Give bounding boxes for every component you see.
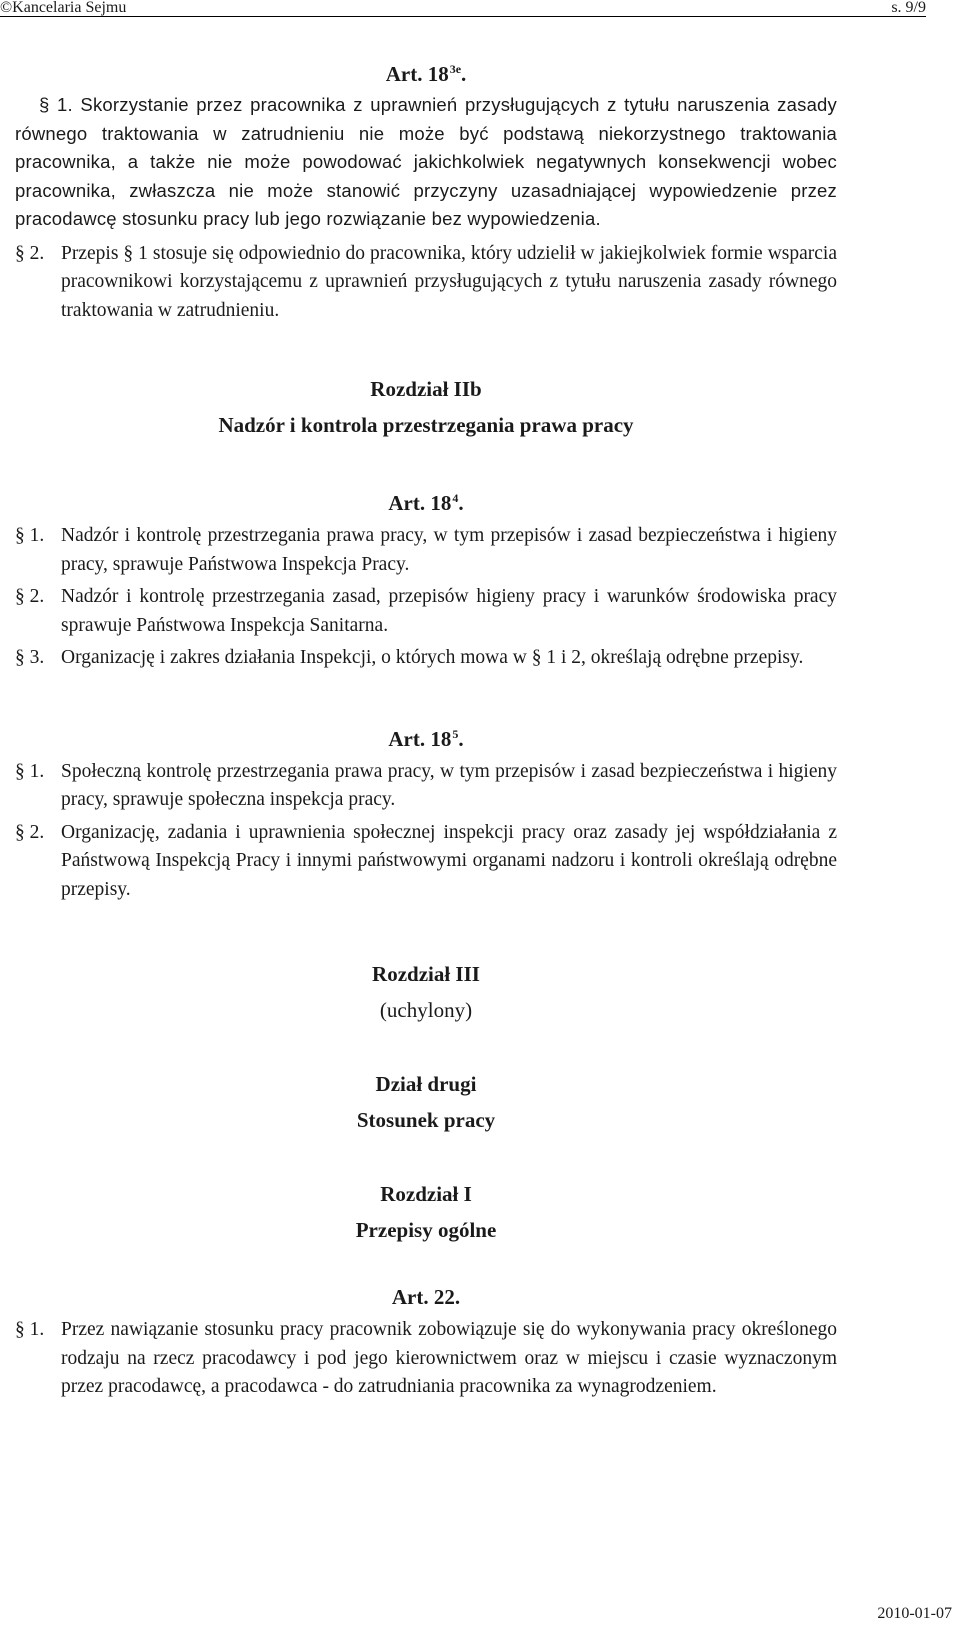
section-text: Nadzór i kontrolę przestrzegania prawa pracy, w tym przepisów i zasad bezpieczeństwa i higieny pracy, sprawuje Państwowa Inspekcja Pracy. (61, 525, 837, 575)
section-text: Nadzór i kontrolę przestrzegania zasad, przepisów higieny pracy i warunków środowiska pracy sprawuje Państwowa Inspekcja Sanitarna. (61, 586, 837, 636)
division-2-title: Stosunek pracy (356, 1108, 496, 1132)
article-title-end: . (458, 491, 464, 515)
section-number: § 1. (15, 1319, 45, 1340)
section-number: § 1. (15, 760, 45, 782)
division-2-label: Dział drugi (375, 1072, 477, 1096)
footer-date: 2010-01-07 (877, 1605, 952, 1622)
chapter-IIb-label: Rozdział IIb (370, 377, 482, 401)
article-superscript: 4 (452, 491, 459, 505)
header-copyright: ©Kancelaria Sejmu (0, 0, 127, 16)
article-18-4-section-2 (15, 583, 837, 640)
article-22-heading: Art. 22. (391, 1285, 461, 1309)
article-title-end: . (461, 62, 467, 86)
article-18-5-heading (15, 719, 837, 754)
header-page-number: s. 9/9 (891, 0, 926, 16)
article-18-3e-section-1: § 1. Skorzystanie przez pracownika z uprawnień przysługujących z tytułu naruszenia zasady równego traktowania w zatrudnieniu nie może być podstawą niekorzystnego traktowania pracownika, a także nie może powodować jakichkolwiek negatywnych konsekwencji wobec pracownika, zwłaszcza nie może stanowić przyczyny uzasadniającej wypowiedzenie przez pracodawcę stosunku pracy lub jego rozwiązanie bez wypowiedzenia. (15, 94, 837, 229)
section-text: Przepis § 1 stosuje się odpowiednio do pracownika, który udzielił w jakiejkolwiek formie wsparcia pracownikowi korzystającemu z uprawnień przysługujących z tytułu naruszenia zasady równego traktowania w zatrudnieniu. (61, 242, 837, 321)
section-number: § 3. (15, 647, 45, 668)
article-18-5-section-2 (15, 819, 837, 905)
article-18-4-section-3 (15, 644, 837, 673)
article-title: Art. 18 (388, 726, 452, 751)
section-text: Społeczną kontrolę przestrzegania prawa pracy, w tym przepisów i zasad bezpieczeństwa i higieny pracy, sprawuje społeczna inspekcja pracy. (61, 760, 837, 810)
document-body (15, 40, 837, 1402)
section-text: Organizację i zakres działania Inspekcji, o których mowa w § 1 i 2, określają odrębne przepisy. (61, 647, 804, 668)
section-number: § 1. (15, 525, 45, 546)
section-text: Przez nawiązanie stosunku pracy pracownik zobowiązuje się do wykonywania pracy określonego rodzaju na rzecz pracodawcy i pod jego kierownictwem oraz w miejscu i czasie wyznaczonym przez pracodawcę, a pracodawca - do zatrudniania pracownika za wynagrodzeniem. (61, 1319, 837, 1397)
section-text: Organizację, zadania i uprawnienia społecznej inspekcji pracy oraz zasady jej współdziałania z Państwową Inspekcją Pracy i innymi państwowymi organami nadzoru i kontroli określają odrębne przepisy. (61, 821, 837, 900)
article-18-4-section-1 (15, 522, 837, 579)
article-22-section-1 (15, 1316, 837, 1402)
article-18-3e-heading (15, 54, 837, 89)
section-number: § 2. (15, 242, 45, 264)
article-18-3e-section-2 (15, 240, 837, 326)
article-title: Art. 18 (385, 62, 449, 86)
article-18-4-heading (15, 483, 837, 518)
article-superscript: 3e (449, 62, 462, 76)
chapter-I-label: Rozdział I (380, 1182, 472, 1206)
chapter-III-label: Rozdział III (372, 962, 480, 986)
chapter-IIb-title: Nadzór i kontrola przestrzegania prawa pracy (218, 413, 634, 437)
section-number: § 2. (15, 586, 45, 607)
article-18-5-section-1 (15, 758, 837, 815)
article-title: Art. 18 (388, 491, 452, 515)
chapter-III-note: (uchylony) (379, 998, 473, 1022)
section-number: § 2. (15, 821, 45, 843)
article-title-end: . (458, 726, 464, 751)
chapter-I-title: Przepisy ogólne (355, 1218, 497, 1242)
article-superscript: 5 (452, 726, 459, 741)
page-header (0, 0, 926, 17)
